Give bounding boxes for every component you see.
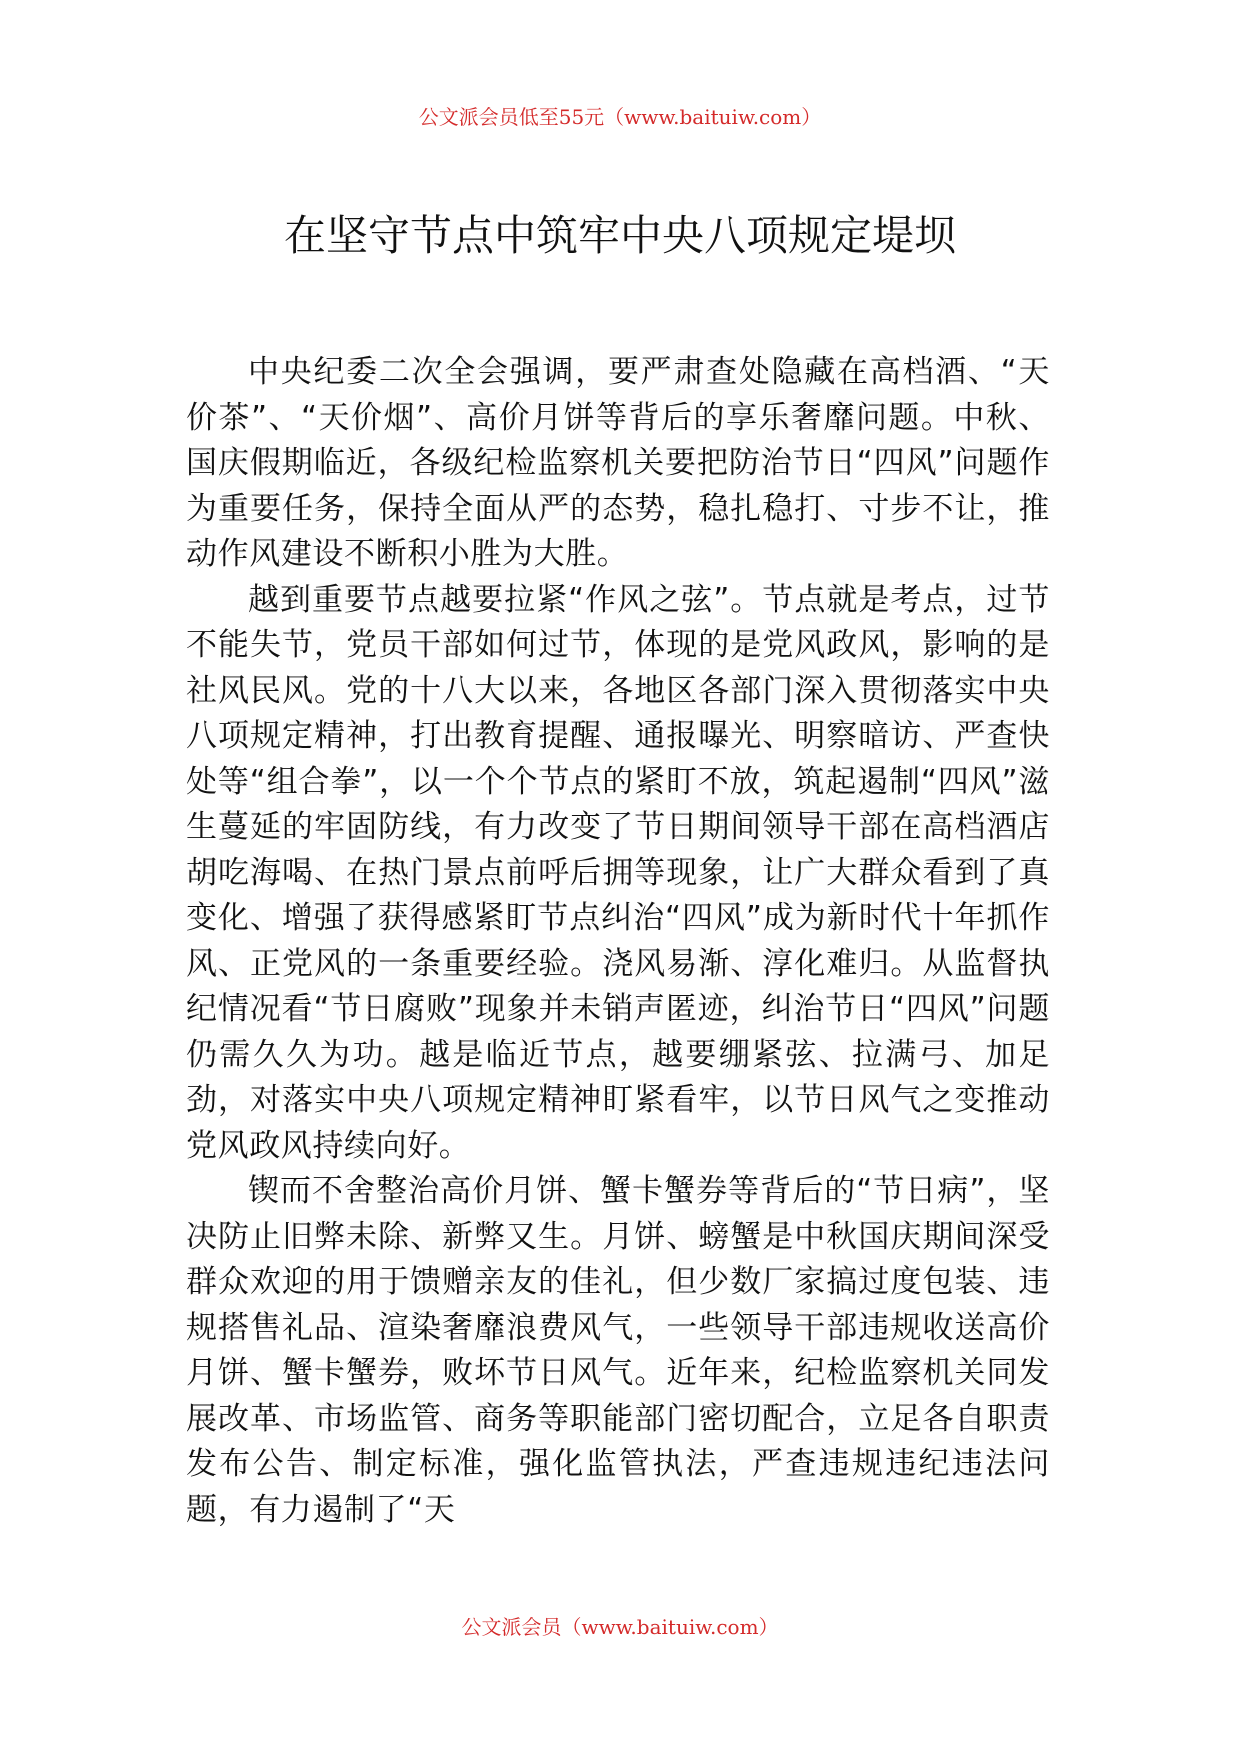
document-body: [186, 350, 1050, 1533]
paragraph-3: 锲而不舍整治高价月饼、蟹卡蟹券等背后的“节日病”，坚决防止旧弊未除、新弊又生。月饼、螃蟹是中秋国庆期间深受群众欢迎的用于馈赠亲友的佳礼，但少数厂家搞过度包装、违规搭售礼品、渲染奢靡浪费风气，一些领导干部违规收送高价月饼、蟹卡蟹券，败坏节日风气。近年来，纪检监察机关同发展改革、市场监管、商务等职能部门密切配合，立足各自职责发布公告、制定标准，强化监管执法，严查违规违纪违法问题，有力遏制了“天: [186, 1173, 1050, 1528]
paragraph-1: 中央纪委二次全会强调，要严肃查处隐藏在高档酒、“天价茶”、“天价烟”、高价月饼等背后的享乐奢靡问题。中秋、国庆假期临近，各级纪检监察机关要把防治节日“四风”问题作为重要任务，保持全面从严的态势，稳扎稳打、寸步不让，推动作风建设不断积小胜为大胜。: [186, 354, 1050, 572]
header-watermark: 公文派会员低至55元（www.baituiw.com）: [418, 105, 822, 129]
footer-watermark: 公文派会员（www.baituiw.com）: [461, 1615, 779, 1639]
document-title: 在坚守节点中筑牢中央八项规定堤坝: [283, 211, 956, 260]
paragraph-2: 越到重要节点越要拉紧“作风之弦”。节点就是考点，过节不能失节，党员干部如何过节，体现的是党风政风，影响的是社风民风。党的十八大以来，各地区各部门深入贯彻落实中央八项规定精神，打出教育提醒、通报曝光、明察暗访、严查快处等“组合拳”，以一个个节点的紧盯不放，筑起遏制“四风”滋生蔓延的牢固防线，有力改变了节日期间领导干部在高档酒店胡吃海喝、在热门景点前呼后拥等现象，让广大群众看到了真变化、增强了获得感紧盯节点纠治“四风”成为新时代十年抓作风、正党风的一条重要经验。浇风易渐、淳化难归。从监督执纪情况看“节日腐败”现象并未销声匿迹，纠治节日“四风”问题仍需久久为功。越是临近节点，越要绷紧弦、拉满弓、加足劲，对落实中央八项规定精神盯紧看牢，以节日风气之变推动党风政风持续向好。: [186, 581, 1050, 1164]
